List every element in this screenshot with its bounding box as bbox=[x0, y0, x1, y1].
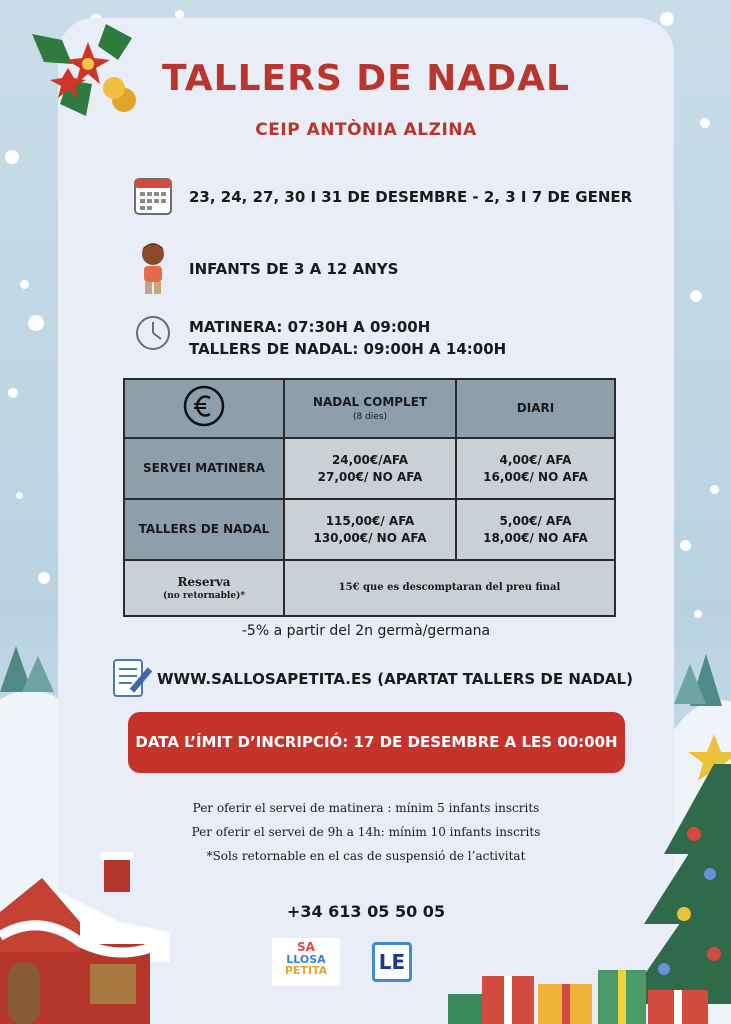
discount-text: -5% a partir del 2n germà/germana bbox=[241, 623, 491, 639]
pine-tree-icon bbox=[22, 656, 54, 692]
phone-number[interactable]: +34 613 05 50 05 bbox=[286, 902, 446, 921]
ages-text: INFANTS DE 3 A 12 ANYS bbox=[189, 260, 399, 278]
sa-llosa-petita-logo bbox=[272, 938, 340, 986]
price-afa: 24,00€/AFA bbox=[331, 453, 409, 468]
row-header-reserve bbox=[124, 560, 284, 616]
le-logo: LE bbox=[372, 942, 412, 982]
price-no-afa: 27,00€/ NO AFA bbox=[317, 469, 423, 484]
price-cell bbox=[284, 438, 456, 499]
reserve-label: Reserva bbox=[177, 574, 231, 589]
price-afa: 4,00€/ AFA bbox=[499, 453, 572, 468]
price-no-afa: 18,00€/ NO AFA bbox=[483, 530, 588, 545]
calendar-icon bbox=[134, 175, 172, 215]
column-header-complete-label: NADAL COMPLET bbox=[312, 395, 428, 410]
note-refund: *Sols retornable en el cas de suspensió de l’activitat bbox=[206, 849, 526, 863]
price-no-afa: 16,00€/ NO AFA bbox=[483, 469, 588, 484]
euro-icon bbox=[182, 384, 226, 428]
price-table bbox=[123, 378, 616, 617]
price-cell bbox=[284, 499, 456, 560]
gift-boxes-icon bbox=[448, 956, 731, 1024]
row-header-tallers: TALLERS DE NADAL bbox=[124, 499, 284, 560]
schedule-tallers: TALLERS DE NADAL: 09:00H A 14:00H bbox=[189, 340, 507, 358]
reserve-text: 15€ que es descomptaran del preu final bbox=[284, 560, 615, 616]
document-pen-icon bbox=[108, 658, 154, 700]
schedule-matinera: MATINERA: 07:30H A 09:00H bbox=[189, 318, 431, 336]
note-tallers: Per oferir el servei de 9h a 14h: mínim 10 infants inscrits bbox=[191, 825, 541, 839]
price-afa: 115,00€/ AFA bbox=[325, 514, 415, 529]
column-header-daily: DIARI bbox=[456, 379, 615, 438]
page-title: TALLERS DE NADAL bbox=[162, 58, 570, 99]
price-cell bbox=[456, 438, 615, 499]
logo-line-2: LLOSA bbox=[286, 952, 326, 966]
page-subtitle: CEIP ANTÒNIA ALZINA bbox=[255, 120, 477, 140]
dates-text: 23, 24, 27, 30 I 31 DE DESEMBRE - 2, 3 I 7 DE GENER bbox=[189, 188, 633, 206]
logo-line-3: PETITA bbox=[284, 964, 328, 978]
website-link[interactable]: WWW.SALLOSAPETITA.ES (APARTAT TALLERS DE NADAL) bbox=[157, 670, 633, 688]
logo-line-1: SA bbox=[297, 940, 315, 954]
deadline-banner: DATA L’ÍMIT D’INCRIPCIÓ: 17 DE DESEMBRE A LES 00:00H bbox=[128, 712, 625, 773]
price-no-afa: 130,00€/ NO AFA bbox=[313, 530, 427, 545]
clock-icon bbox=[134, 314, 172, 352]
row-header-matinera: SERVEI MATINERA bbox=[124, 438, 284, 499]
note-matinera: Per oferir el servei de matinera : mínim 5 infants inscrits bbox=[192, 801, 540, 815]
christmas-house-icon bbox=[0, 852, 170, 1024]
column-header-complete-note: (8 dies) bbox=[352, 411, 388, 422]
child-icon bbox=[136, 240, 170, 296]
price-afa: 5,00€/ AFA bbox=[499, 514, 572, 529]
column-header-complete bbox=[284, 379, 456, 438]
reserve-note: (no retornable)* bbox=[162, 591, 246, 602]
price-cell bbox=[456, 499, 615, 560]
pine-tree-icon bbox=[674, 664, 706, 704]
euro-cell bbox=[124, 379, 284, 438]
